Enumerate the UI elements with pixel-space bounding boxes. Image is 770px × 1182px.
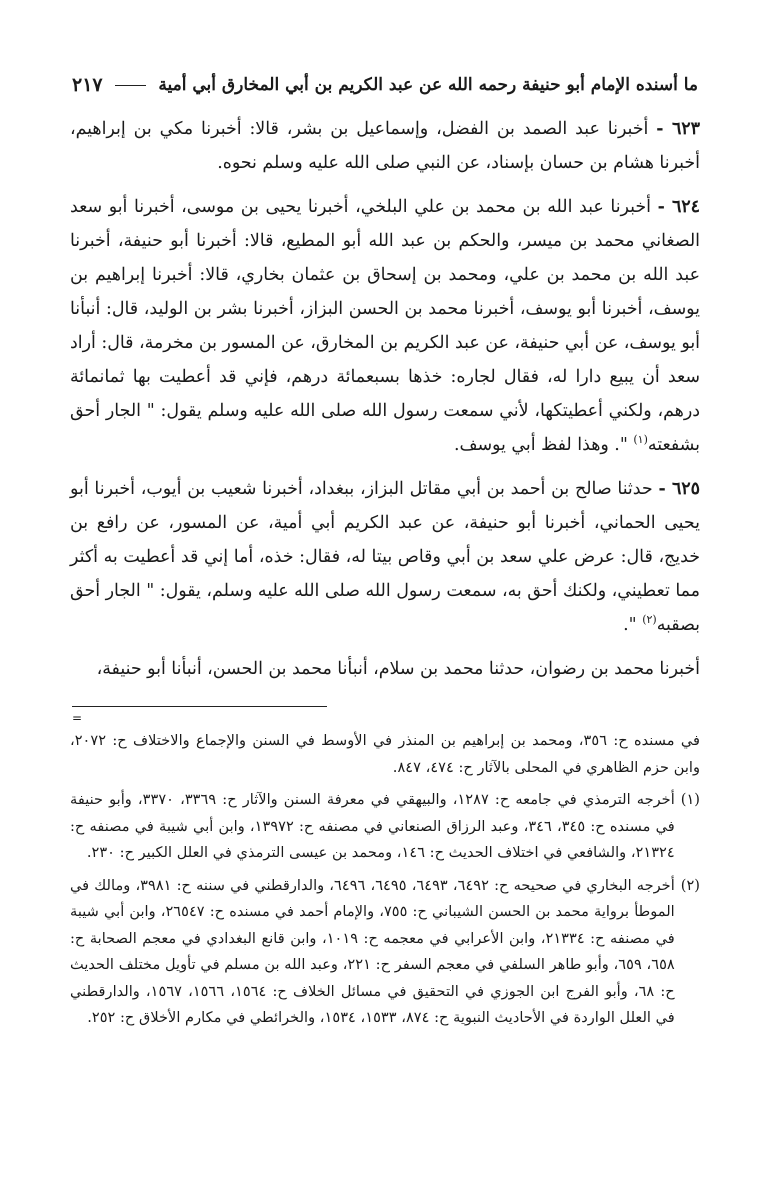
hadith-text-tail: ". [623,615,643,635]
page-number: ٢١٧ [72,74,103,96]
hadith-623 [70,112,700,180]
header-rule [115,85,147,86]
footnote-text: أخرجه الترمذي في جامعه ح: ١٢٨٧، والبيهقي في معرفة السنن والآثار ح: ٣٣٦٩، ٣٣٧٠، وأبو حنيفة في مسنده ح: ٣٤٥، ٣٤٦، وعبد الرزاق الصنعاني في مصنفه ح: ١٣٩٧٢، وابن أبي شيبة في مصنفه ح: ٢١٣٢٤، والشافعي في اختلاف الحديث ح: ١٤٦، ومحمد بن عيسى الترمذي في العلل الكبير ح: ٢٣٠. [70,791,675,861]
footnote-2 [70,873,700,1032]
footnotes [70,728,700,1038]
footnote-ref-1[interactable]: (١) [633,433,648,447]
footnote-text: أخرجه البخاري في صحيحه ح: ٦٤٩٢، ٦٤٩٣، ٦٤٩٥، ٦٤٩٦، والدارقطني في سننه ح: ٣٩٨١، ومالك في الموطأ برواية محمد بن الحسن الشيباني ح: ٧٥٥، والإمام أحمد في مسنده ح: ٢٦٥٤٧، وابن أبي شيبة في مصنفه ح: ٢١٣٣٤، وابن الأعرابي في معجمه ح: ١٠١٩، وابن قانع البغدادي في معجم الصحابة ح: ٦٥٨، ٦٥٩، وأبو طاهر السلفي في معجم السفر ح: ٢٢١، وعبد الله بن مسلم في تأويل مختلف الحديث ح: ٦٨، وأبو الفرج ابن الجوزي في التحقيق في مسائل الخلاف ح: ١٥٦٤، ١٥٦٦، ١٥٦٧، والدارقطني في العلل الواردة في الأحاديث النبوية ح: ٨٧٤، ١٥٣٣، ١٥٣٤، والخرائطي في مكارم الأخلاق ح: ٢٥٢. [70,876,675,1026]
hadith-number: ٦٢٣ - [656,119,700,139]
hadith-number: ٦٢٤ - [657,197,700,217]
hadith-624 [70,190,700,462]
hadith-text: حدثنا صالح بن أحمد بن أبي مقاتل البزاز، ببغداد، أخبرنا شعيب بن أيوب، أخبرنا أبو يحيى الحماني، أخبرنا أبو حنيفة، عن عبد الكريم أبي أمية، عن المسور، عن رافع بن خديج، قال: عرض علي سعد بن أبي وقاص بيتا له، فقال: خذه، أما إني قد أعطيت به أكثر مما تعطيني، ولكنك أحق به، سمعت رسول الله صلى الله عليه وسلم، يقول: " الجار أحق بصقبه [70,479,700,635]
footnote-continued [70,728,700,781]
running-header [72,68,698,102]
footnote-text: في مسنده ح: ٣٥٦، ومحمد بن إبراهيم بن المنذر في الأوسط في السنن والإجماع والاختلاف ح: ٢٠٧٢، وابن حزم الظاهري في المحلى بالآثار ح: ٤٧٤، ٨٤٧. [70,732,700,776]
hadith-text: أخبرنا عبد الله بن محمد بن علي البلخي، أخبرنا يحيى بن موسى، أخبرنا أبو سعد الصغاني محمد بن ميسر، والحكم بن عبد الله أبو المطيع، قالا: أخبرنا أبو حنيفة، أخبرنا عبد الله بن محمد بن علي، ومحمد بن إسحاق بن عثمان بخاري، قالا: أخبرنا إبراهيم بن يوسف، أخبرنا أبو يوسف، أخبرنا محمد بن الحسن البزاز، أخبرنا بشر بن الوليد، قال: أنبأنا أبو يوسف، عن أبي حنيفة، عن عبد الكريم بن المخارق، عن المسور بن مخرمة، قال: أراد سعد أن يبيع دارا له، فقال لجاره: خذها بسبعمائة درهم، فإني قد أعطيت بها ثمانمائة درهم، ولكني أعطيتكها، لأني سمعت رسول الله صلى الله عليه وسلم يقول: " الجار أحق بشفعته [70,197,700,455]
hadith-number: ٦٢٥ - [658,479,700,499]
footnote-1 [70,787,700,867]
main-text [70,112,700,696]
header-title: ما أسنده الإمام أبو حنيفة رحمه الله عن عبد الكريم بن أبي المخارق أبي أمية [158,75,698,95]
footnote-label: (٢) [680,876,700,894]
hadith-text-tail: ". وهذا لفظ أبي يوسف. [453,435,634,455]
footnote-label: (١) [680,791,700,808]
separator-rule [72,706,327,707]
continuation-line [70,652,700,686]
hadith-text: أخبرنا محمد بن رضوان، حدثنا محمد بن سلام، أنبأنا محمد بن الحسن، أنبأنا أبو حنيفة، [96,659,700,679]
hadith-625 [70,472,700,642]
footnote-ref-2[interactable]: (٢) [642,613,657,627]
hadith-text: أخبرنا عبد الصمد بن الفضل، وإسماعيل بن بشر، قالا: أخبرنا مكي بن إبراهيم، أخبرنا هشام بن حسان بإسناد، عن النبي صلى الله عليه وسلم نحوه. [70,119,700,173]
continuation-mark: = [72,711,83,725]
footnote-separator [72,706,698,725]
